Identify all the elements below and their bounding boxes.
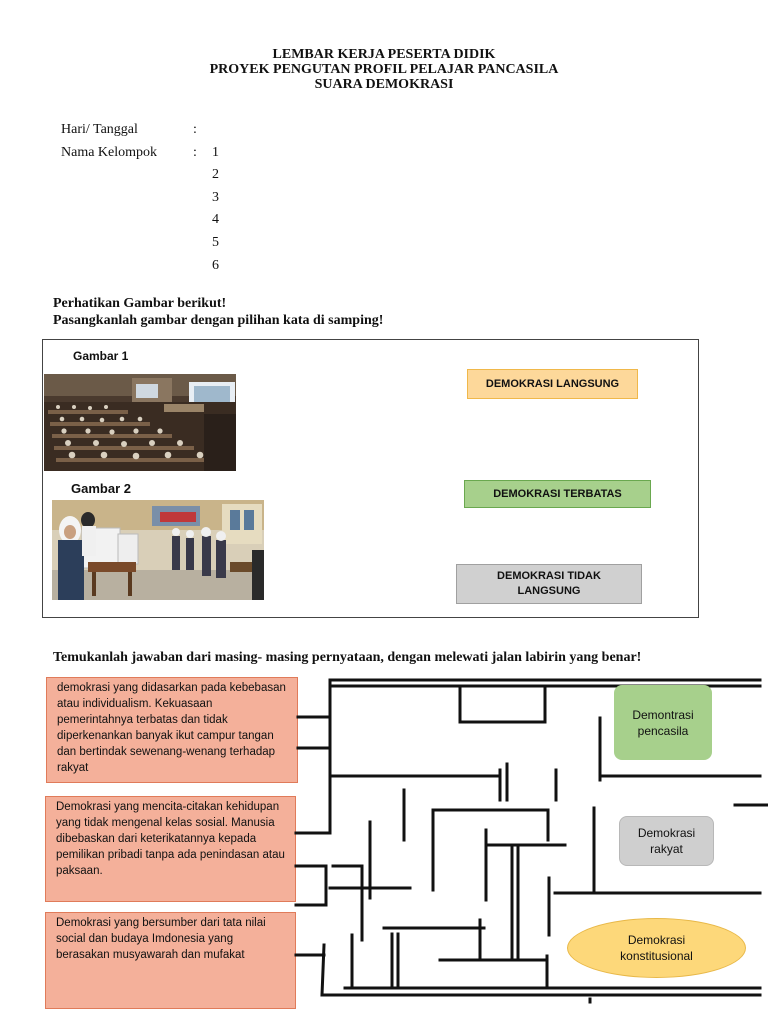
image1-label: Gambar 1 [73, 349, 129, 363]
instruction-match: Pasangkanlah gambar dengan pilihan kata di samping! [53, 313, 384, 328]
doc-title: LEMBAR KERJA PESERTA DIDIK [272, 47, 496, 62]
date-label: Hari/ Tanggal [61, 122, 138, 137]
image2-label: Gambar 2 [71, 481, 131, 496]
statement-people: Demokrasi yang mencita-citakan kehidupan yang tidak mengenal kelas sosial. Manusia dibebaskan dari keterikatannya kepada pemilikan pribadi tanpa ada penindasan atau paksaan. [45, 796, 296, 902]
option-limited-democracy: DEMOKRASI TERBATAS [464, 480, 651, 508]
member-number: 1 [212, 145, 219, 160]
statement-pancasila: Demokrasi yang bersumber dari tata nilai social dan budaya Imdonesia yang berasakan musyawarah dan mufakat [45, 912, 296, 1009]
option-indirect-democracy: DEMOKRASI TIDAK LANGSUNG [456, 564, 642, 604]
group-label: Nama Kelompok [61, 145, 158, 160]
instruction-maze: Temukanlah jawaban dari masing- masing pernyataan, dengan melewati jalan labirin yang benar! [53, 650, 642, 665]
answer-pancasila-demonstration: Demontrasi pencasila [614, 685, 712, 760]
instruction-observe: Perhatikan Gambar berikut! [53, 296, 227, 311]
member-number: 3 [212, 190, 219, 205]
member-number: 4 [212, 212, 219, 227]
member-number: 6 [212, 258, 219, 273]
answer-constitutional-democracy: Demokrasi konstitusional [567, 918, 746, 978]
member-number: 2 [212, 167, 219, 182]
doc-theme: SUARA DEMOKRASI [314, 77, 454, 92]
date-colon: : [193, 122, 197, 137]
group-colon: : [193, 145, 197, 160]
answer-people-democracy: Demokrasi rakyat [619, 816, 714, 866]
statement-liberal: demokrasi yang didasarkan pada kebebasan atau individualism. Kekuasaan pemerintahnya terbatas dan tidak diperkenankan banyak ikut campur tangan dan bertindak sewenang-wenang terhadap rakyat [46, 677, 298, 783]
member-number: 5 [212, 235, 219, 250]
doc-subtitle: PROYEK PENGUTAN PROFIL PELAJAR PANCASILA [209, 62, 559, 77]
option-direct-democracy: DEMOKRASI LANGSUNG [467, 369, 638, 399]
